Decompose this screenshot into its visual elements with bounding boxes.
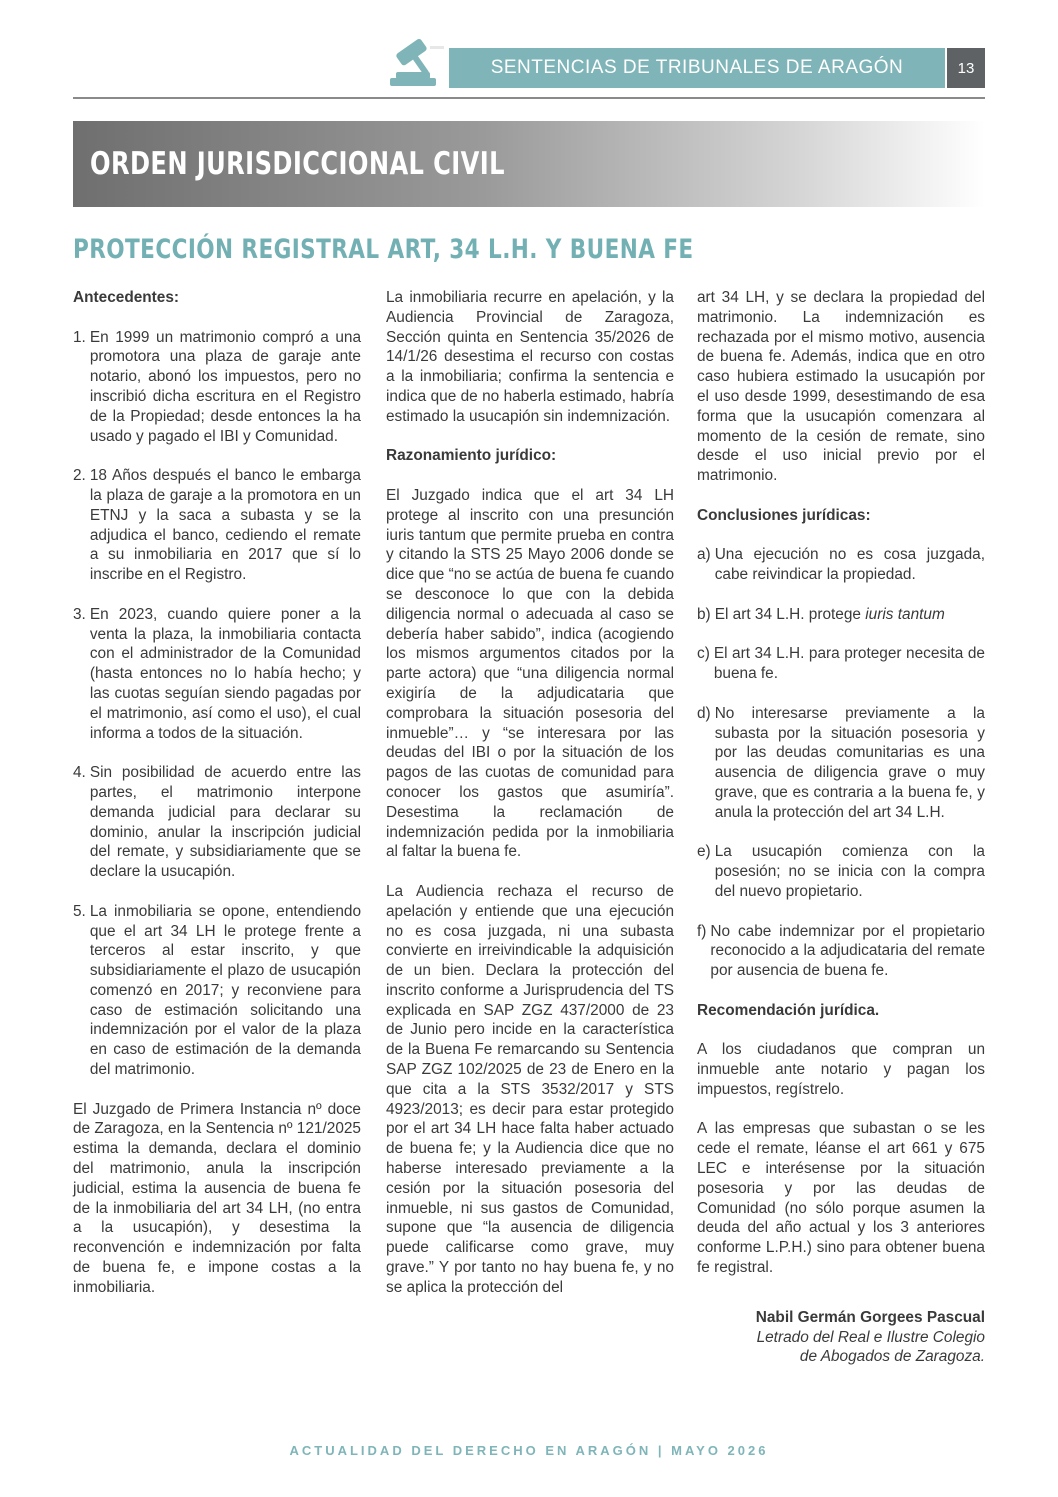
section-header-title: SENTENCIAS DE TRIBUNALES DE ARAGÓN	[490, 57, 904, 78]
column-1	[73, 288, 361, 1317]
conclusion-label: d)	[697, 704, 711, 722]
paragraph-apelacion: La inmobiliaria recurre en apelación, y la Audiencia Provincial de Zaragoza, Sección quinta en Sentencia 35/2026 de 14/1/26 desestima el recurso con costas a la inmobiliaria; confirma la sentencia e indica que de no haberla estimado, habría estimado la usucapión sin indemnización.	[386, 289, 674, 425]
conclusion-text	[715, 605, 945, 625]
conclusion-text: La usucapión comienza con la posesión; no se inicia con la compra del nuevo propietario.	[714, 843, 985, 900]
section-banner	[73, 121, 985, 207]
list-item	[73, 763, 361, 882]
author-role-line-2: de Abogados de Zaragoza.	[799, 1348, 985, 1366]
paragraph-razonamiento-3: art 34 LH, y se declara la propiedad del matrimonio. La indemnización es rechazada por el mismo motivo, ausencia de buena fe. Además, indica que en otro caso hubiera estimado la usucapión por el uso desde 1999, desestimando de esa forma que la usucapión comenzara al momento de la cesión de remate, sino desde el uso inicial previo por el matrimonio.	[697, 289, 985, 485]
author-name: Nabil Germán Gorgees Pascual	[755, 1308, 985, 1326]
author-signature	[697, 1308, 985, 1367]
list-item	[73, 466, 361, 585]
paragraph-juzgado: El Juzgado de Primera Instancia nº doce de Zaragoza, en la Sentencia nº 121/2025 estima la demanda, declara el dominio del matrimonio, anula la inscripción judicial, estima la ausencia de buena fe de la inmobiliaria del art 34 LH, (no entra a la usucapión), y desestima la reconvención e indemnización por falta de buena fe, e impone costas a la inmobiliaria.	[73, 1100, 361, 1296]
conclusion-text: No interesarse previamente a la subasta por la situación posesoria y por las deudas comunitarias es una ausencia de diligencia grave o muy grave, que es contraria a la buena fe, y anula la protección del art 34 L.H.	[714, 704, 985, 821]
list-item	[73, 328, 361, 447]
list-item-number: 2.	[73, 467, 86, 485]
conclusion-item	[697, 922, 985, 981]
column-3	[697, 288, 985, 1367]
page-number: 13	[947, 48, 985, 88]
conclusion-label: a)	[697, 546, 711, 564]
conclusion-item	[697, 644, 985, 684]
author-role-line-1: Letrado del Real e Ilustre Colegio	[756, 1328, 985, 1346]
conclusion-item	[697, 605, 985, 625]
list-item-text: Sin posibilidad de acuerdo entre las partes, el matrimonio interpone demanda judicial para declarar su dominio, anular la inscripción judicial del remate, y subsidiariamente que se declare la usucapión.	[89, 764, 361, 881]
conclusiones-heading: Conclusiones jurídicas:	[697, 506, 871, 524]
antecedentes-heading: Antecedentes:	[73, 289, 180, 306]
banner-title: ORDEN JURISDICCIONAL CIVIL	[90, 146, 505, 182]
conclusion-text-plain: El art 34 L.H. protege	[714, 605, 861, 623]
paragraph-recomendacion-2: A las empresas que subastan o se les cede el remate, léanse el art 661 y 675 LEC e interésense por la situación posesoria y por las deudas de Comunidad (no sólo porque asumen la deuda del año actual y los 3 anteriores conforme L.P.H.) sino para obtener buena fe registral.	[697, 1120, 985, 1277]
recomendacion-heading: Recomendación jurídica.	[697, 1001, 880, 1019]
header-divider	[73, 97, 985, 99]
conclusion-text: No cabe indemnizar por el propietario reconocido a la adjudicataria del remate por ausencia de buena fe.	[710, 922, 985, 980]
conclusion-item	[697, 842, 985, 901]
section-header-bar	[449, 48, 945, 88]
list-item-number: 5.	[73, 902, 86, 920]
list-item-number: 1.	[73, 328, 86, 346]
list-item-number: 3.	[73, 605, 86, 623]
article-title: PROTECCIÓN REGISTRAL ART, 34 L.H. Y BUENA FE	[73, 234, 694, 265]
list-item-text: En 2023, cuando quiere poner a la venta la plaza, la inmobiliaria contacta con el administrador de la Comunidad (hasta entonces no lo había hecho; y las cuotas seguían siendo pagadas por el matrimonio, así como el uso), el cual informa a todos de la situación.	[89, 605, 361, 742]
list-item-text: La inmobiliaria se opone, entendiendo que el art 34 LH le protege frente a terceros al estar inscrito, y que subsidiariamente el plazo de usucapión comenzó en 2017; y reconviene para caso de estimación solicitando una indemnización por el valor de la plaza en caso de estimación de la demanda del matrimonio.	[89, 902, 361, 1079]
conclusion-label: f)	[697, 922, 707, 940]
conclusion-item	[697, 545, 985, 585]
gavel-icon	[384, 34, 448, 92]
list-item-text: En 1999 un matrimonio compró a una promotora una plaza de garaje ante notario, abonó los impuestos, pero no inscribió dicha escritura en el Registro de la Propiedad; desde entonces la ha usado y pagado el IBI y Comunidad.	[89, 328, 361, 445]
paragraph-razonamiento-2: La Audiencia rechaza el recurso de apelación y entiende que una ejecución no es cosa juzgada, ni una subasta convierte en irreivindicable la adquisición de un bien. Declara la protección del inscrito conforme a Jurisprudencia del TS explicada en SAP ZGZ 437/2000 de 23 de Junio pero incide en la característica de la Buena Fe remarcando su Sentencia SAP ZGZ 102/2025 de 23 de Enero en la que cita a la STS 3532/2017 y STS 4923/2013; es decir para estar protegido por el art 34 LH hace falta haber actuado de buena fe; y la Audiencia dice que no haberse interesado previamente a la cesión por la situación posesoria del inmueble, ni sus gastos de Comunidad, supone que “la ausencia de diligencia puede calificarse como grave, muy grave.” Y por tanto no hay buena fe, y no se aplica la protección del	[386, 882, 674, 1296]
page-footer: ACTUALIDAD DEL DERECHO EN ARAGÓN | MAYO 2026	[289, 1443, 769, 1458]
conclusion-text: Una ejecución no es cosa juzgada, cabe reivindicar la propiedad.	[714, 546, 985, 584]
list-item	[73, 902, 361, 1080]
conclusion-label: b)	[697, 605, 711, 623]
conclusion-label: e)	[697, 843, 711, 861]
paragraph-recomendacion-1: A los ciudadanos que compran un inmueble ante notario y pagan los impuestos, regístrelo.	[697, 1041, 985, 1098]
conclusion-text: El art 34 L.H. para proteger necesita de buena fe.	[713, 645, 985, 683]
column-2	[386, 288, 674, 1317]
conclusion-label: c)	[697, 645, 710, 663]
razonamiento-heading: Razonamiento jurídico:	[386, 447, 557, 465]
list-item-text: 18 Años después el banco le embarga la plaza de garaje a la promotora en un ETNJ y la saca a subasta y se la adjudica el banco, cediendo el remate a su inmobiliaria en 2017 que sí lo inscribe en el Registro.	[89, 467, 361, 584]
list-item-number: 4.	[73, 764, 86, 782]
list-item	[73, 605, 361, 744]
conclusion-item	[697, 704, 985, 823]
paragraph-razonamiento-1: El Juzgado indica que el art 34 LH protege al inscrito con una presunción iuris tantum que permite prueba en contra y citando la STS 25 Mayo 2006 donde se dice que “no se actúa de buena fe cuando se desconoce lo que con la debida diligencia normal o adecuada al caso se debería haber sabido”, indica (acogiendo los mismos argumentos citados por la parte actora) que “una diligencia normal exigiría de la adjudicataria que comprobara la situación posesoria del inmueble”… y “se interesara por las deudas del IBI o por la situación de los pagos de las cuotas de comunidad para conocer los gastos que asumiría”. Desestima la reclamación de indemnización pedida por la inmobiliaria al faltar la buena fe.	[386, 486, 674, 861]
conclusion-text-italic: iuris tantum	[865, 605, 945, 623]
